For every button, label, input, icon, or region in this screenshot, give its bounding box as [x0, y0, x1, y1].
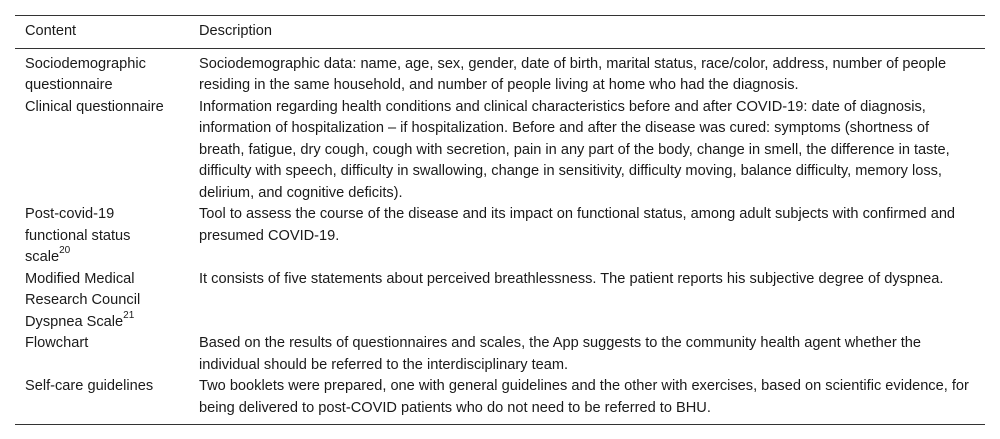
row-content — [15, 97, 189, 205]
row-content — [15, 333, 189, 376]
row-content-text: Sociodemographic questionnaire — [25, 55, 146, 93]
row-description: Sociodemographic data: name, age, sex, gender, date of birth, marital status, race/color, address, number of people residing in the same household, and number of people living at home who had the diagnosis. — [199, 55, 947, 93]
row-content-text: Clinical questionnaire — [25, 98, 164, 115]
table-row — [15, 376, 985, 425]
header-content: Content — [25, 23, 77, 39]
table-body — [15, 48, 985, 425]
table-row — [15, 269, 985, 334]
reference-superscript: 20 — [59, 245, 71, 257]
row-description: Tool to assess the course of the disease and its impact on functional status, among adult subjects with confirmed and presumed COVID-19. — [199, 206, 956, 244]
row-content-text: Self-care guidelines — [25, 378, 154, 394]
row-description: It consists of five statements about perceived breathlessness. The patient reports his subjective degree of dyspnea. — [199, 270, 944, 287]
header-row — [15, 16, 985, 49]
row-content — [15, 376, 189, 425]
row-content-text: Post-covid-19 functional status scale — [25, 206, 131, 265]
row-description: Two booklets were prepared, one with general guidelines and the other with exercises, based on scientific evidence, for being delivered to post-COVID patients who do not need to be referred to BHU. — [199, 378, 969, 416]
row-content-text: Flowchart — [25, 335, 89, 351]
table-row — [15, 48, 985, 97]
row-description: Based on the results of questionnaires and scales, the App suggests to the community health agent whether the individual should be referred to the interdisciplinary team. — [199, 335, 922, 373]
row-content — [15, 269, 189, 334]
row-description: Information regarding health conditions and clinical characteristics before and after COVID-19: date of diagnosis, information of hospitalization – if hospitalization. Before and after the disease was cured: symptoms (shortness of breath, fatigue, dry cough, cough with secretion, pain in any part of the body, change in smell, the difference in taste, difficulty with speech, difficulty in swallowing, change in sensitivity, difficulty moving, balance difficulty, memory loss, delirium, and cognitive deficits). — [199, 98, 950, 201]
table-header — [15, 16, 985, 49]
table-row — [15, 97, 985, 205]
row-content — [15, 48, 189, 97]
table-row — [15, 333, 985, 376]
row-content-text: Modified Medical Research Council Dyspnea Scale — [25, 270, 141, 330]
content-table — [15, 15, 985, 425]
reference-superscript: 21 — [123, 309, 135, 321]
table-row — [15, 204, 985, 269]
content-table-container — [15, 15, 985, 425]
header-description: Description — [199, 23, 272, 39]
row-content — [15, 204, 189, 269]
